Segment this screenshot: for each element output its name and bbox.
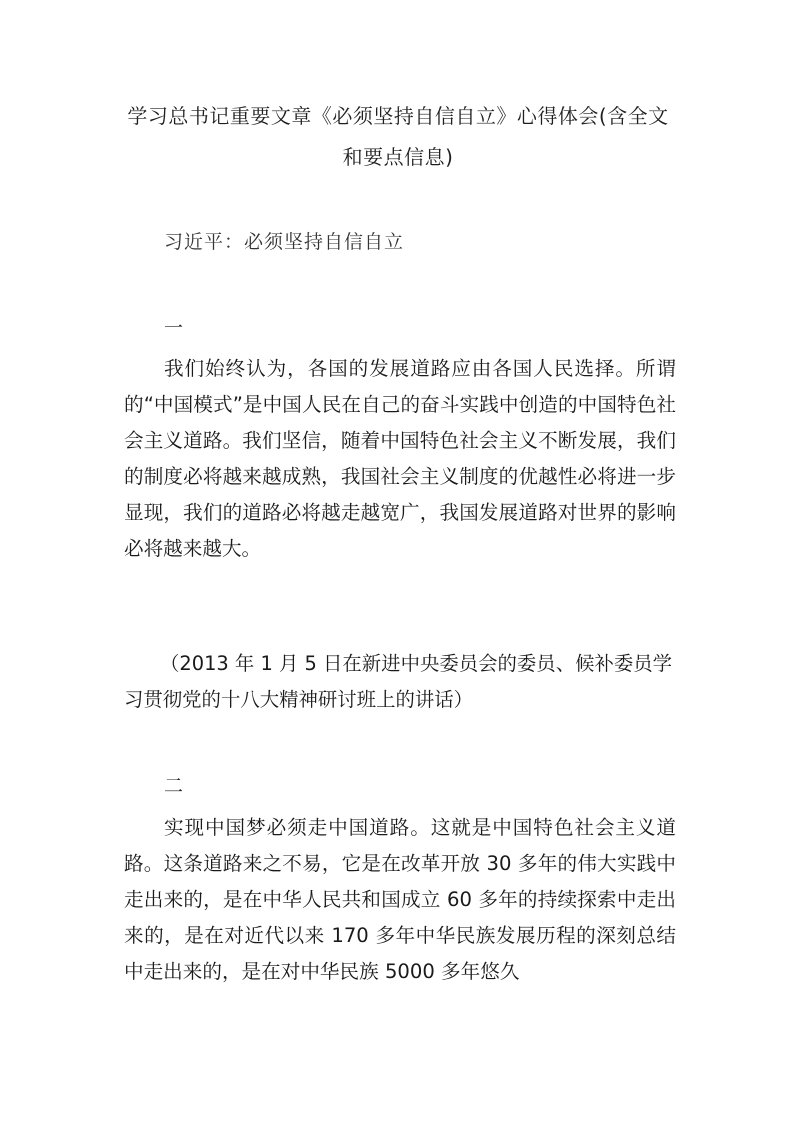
source-note: （2013 年 1 月 5 日在新进中央委员会的委员、候补委员学习贯彻党的十八大精神研讨班上的讲话） — [124, 652, 673, 711]
section-number-2: 二 — [164, 775, 184, 797]
section-number-1: 一 — [164, 317, 184, 339]
document-title: 学习总书记重要文章《必须坚持自信自立》心得体会(含全文和要点信息) — [127, 104, 669, 169]
section-paragraph-1: 我们始终认为，各国的发展道路应由各国人民选择。所谓的“中国模式”是中国人民在自己的奋斗实践中创造的中国特色社会主义道路。我们坚信，随着中国特色社会主义不断发展，我们的制度必将越来越成熟，我国社会主义制度的优越性必将进一步显现，我们的道路必将越走越宽广，我国发展道路对世界的影响必将越来越大。 — [124, 357, 676, 560]
section-paragraph-2: 实现中国梦必须走中国道路。这就是中国特色社会主义道路。这条道路来之不易，它是在改革开放 30 多年的伟大实践中走出来的，是在中华人民共和国成立 60 多年的持续探索中走出来的，是在对近代以来 170 多年中华民族发展历程的深刻总结中走出来的，是在对中华民族 5000 多年悠久 — [124, 816, 676, 983]
document-subtitle: 习近平：必须坚持自信自立 — [164, 231, 405, 253]
